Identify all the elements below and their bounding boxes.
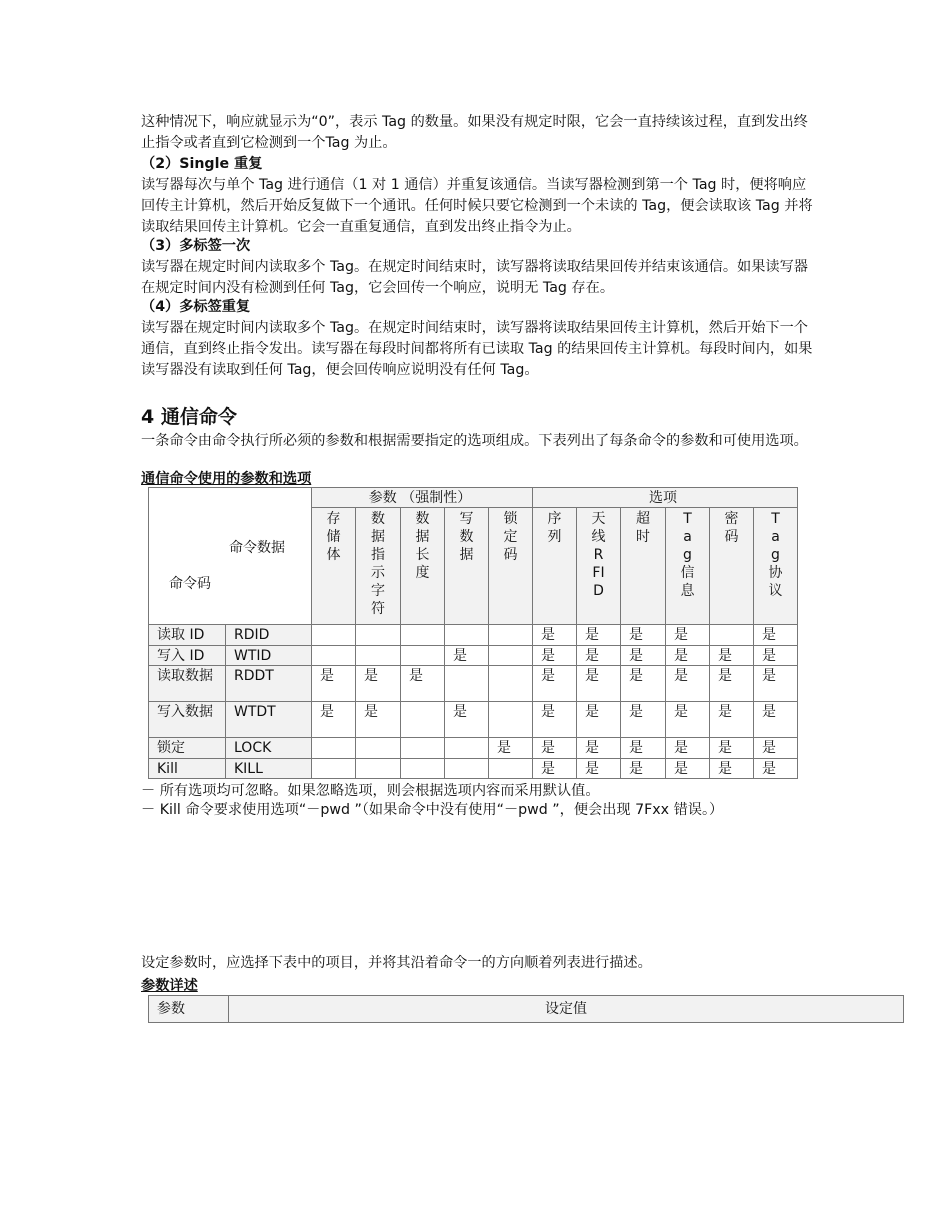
corner-label-command-data: 命令数据 — [229, 540, 285, 556]
table-cell: 是 — [577, 759, 621, 779]
column-header-label: 数据长度 — [415, 511, 430, 581]
table-cell — [312, 646, 356, 666]
table-cell: 是 — [445, 646, 489, 666]
column-header-label: 天线RFID — [591, 511, 606, 599]
table-cell: 是 — [710, 666, 754, 702]
table-cell: 是 — [533, 625, 577, 646]
table-cell — [312, 625, 356, 646]
paragraph-single-repeat: 读写器每次与单个 Tag 进行通信（1 对 1 通信）并重复该通信。当读写器检测到第一个 Tag 时，便将响应回传主计算机，然后开始反复做下一个通讯。任何时候只要它检测到一个未读的 Tag，便会读取该 Tag 并将读取结果回传主计算机。它会一直重复通信，直到发出终止指令为止。 — [141, 177, 813, 235]
table-cell: 是 — [666, 646, 710, 666]
table-cell — [401, 646, 445, 666]
table-cell: 是 — [754, 759, 798, 779]
command-name-cell: 读取数据 — [149, 666, 226, 702]
column-header-label: Tag信息 — [680, 511, 695, 599]
column-header-label: 锁定码 — [503, 511, 518, 563]
table-cell: 是 — [710, 646, 754, 666]
table-cell: 是 — [577, 646, 621, 666]
column-header-label: 数据指示字符 — [371, 511, 385, 617]
table-cell: 是 — [666, 759, 710, 779]
column-header — [356, 508, 401, 625]
column-header-label: 写数据 — [459, 511, 474, 563]
table-cell: 是 — [666, 625, 710, 646]
table-cell — [445, 759, 489, 779]
command-code-cell: KILL — [226, 759, 312, 779]
table-cell — [445, 738, 489, 759]
table-cell: 是 — [356, 666, 401, 702]
column-header — [666, 508, 710, 625]
table-cell: 是 — [621, 625, 666, 646]
params-caption: 参数详述 — [141, 978, 198, 994]
table-cell: 是 — [621, 646, 666, 666]
header-options: 选项 — [533, 488, 798, 508]
table-cell: 是 — [710, 702, 754, 738]
table-cell: 是 — [754, 666, 798, 702]
table-cell: 是 — [754, 702, 798, 738]
column-header-label: 存储体 — [326, 511, 341, 563]
table-cell: 是 — [666, 738, 710, 759]
table-cell — [445, 625, 489, 646]
table-cell — [356, 646, 401, 666]
table-cell: 是 — [754, 625, 798, 646]
table-cell — [401, 759, 445, 779]
corner-label-command-code: 命令码 — [169, 576, 211, 592]
note-options-optional: － 所有选项均可忽略。如果忽略选项，则会根据选项内容而采用默认值。 — [141, 783, 600, 799]
column-header-label: 序列 — [547, 511, 562, 545]
table-cell: 是 — [710, 759, 754, 779]
command-code-cell: LOCK — [226, 738, 312, 759]
table-cell: 是 — [356, 702, 401, 738]
table-row — [149, 738, 798, 759]
header-params: 参数 （强制性） — [312, 488, 533, 508]
column-header — [312, 508, 356, 625]
table-cell: 是 — [577, 738, 621, 759]
table-cell: 是 — [577, 625, 621, 646]
note-kill-pwd: － Kill 命令要求使用选项“－pwd ”（如果命令中没有使用“－pwd ”，便会出现 7Fxx 错误。） — [141, 802, 724, 818]
table-cell: 是 — [401, 666, 445, 702]
table-cell: 是 — [577, 666, 621, 702]
table-cell: 是 — [621, 702, 666, 738]
table-cell: 是 — [533, 702, 577, 738]
command-name-cell: 读取 ID — [149, 625, 226, 646]
column-header — [445, 508, 489, 625]
params-header-param: 参数 — [149, 996, 229, 1023]
table-cell — [710, 625, 754, 646]
table-cell — [489, 625, 533, 646]
table-cell: 是 — [621, 738, 666, 759]
command-code-cell: WTID — [226, 646, 312, 666]
paragraph-multi-once: 读写器在规定时间内读取多个 Tag。在规定时间结束时，读写器将读取结果回传并结束该通信。如果读写器在规定时间内没有检测到任何 Tag，它会回传一个响应，说明无 Tag 存在。 — [141, 259, 808, 296]
table-cell: 是 — [754, 738, 798, 759]
table-cell: 是 — [621, 666, 666, 702]
column-header — [577, 508, 621, 625]
command-name-cell: 写入 ID — [149, 646, 226, 666]
section-title: 4 通信命令 — [141, 406, 237, 428]
column-header — [754, 508, 798, 625]
column-header-label: 超时 — [636, 511, 650, 545]
table-cell: 是 — [666, 702, 710, 738]
params-table — [148, 995, 904, 1023]
table-cell — [401, 625, 445, 646]
table-cell — [401, 738, 445, 759]
table-cell — [356, 759, 401, 779]
table-cell — [356, 738, 401, 759]
params-intro: 设定参数时，应选择下表中的项目，并将其沿着命令一的方向顺着列表进行描述。 — [141, 955, 652, 971]
command-name-cell: Kill — [149, 759, 226, 779]
paragraph-multi-repeat: 读写器在规定时间内读取多个 Tag。在规定时间结束时，读写器将读取结果回传主计算机，然后开始下一个通信，直到终止指令发出。读写器在每段时间都将所有已读取 Tag 的结果回传主计算机。每段时间内，如果读写器没有读取到任何 Tag，便会回传响应说明没有任何 Tag。 — [141, 320, 813, 378]
command-name-cell: 锁定 — [149, 738, 226, 759]
table-cell — [489, 646, 533, 666]
table-cell: 是 — [666, 666, 710, 702]
table-cell — [312, 738, 356, 759]
column-header — [621, 508, 666, 625]
table-cell — [445, 666, 489, 702]
table-row — [149, 625, 798, 646]
table-row — [149, 702, 798, 738]
table-cell: 是 — [445, 702, 489, 738]
table-row — [149, 666, 798, 702]
table-cell — [489, 666, 533, 702]
command-table — [148, 487, 798, 779]
table-cell — [489, 702, 533, 738]
table-cell: 是 — [577, 702, 621, 738]
column-header-label: 密码 — [724, 511, 739, 545]
column-header — [710, 508, 754, 625]
table-cell: 是 — [754, 646, 798, 666]
table-cell — [401, 702, 445, 738]
corner-header-cell — [149, 488, 312, 625]
heading-multi-once: （3）多标签一次 — [141, 238, 251, 254]
table-cell: 是 — [489, 738, 533, 759]
command-code-cell: WTDT — [226, 702, 312, 738]
table-cell: 是 — [312, 702, 356, 738]
table-caption: 通信命令使用的参数和选项 — [141, 471, 312, 487]
table-row — [149, 759, 798, 779]
table-cell: 是 — [710, 738, 754, 759]
table-cell: 是 — [533, 666, 577, 702]
column-header — [401, 508, 445, 625]
heading-single-repeat: （2）Single 重复 — [141, 156, 263, 172]
column-header — [489, 508, 533, 625]
params-header-value: 设定值 — [229, 996, 904, 1023]
command-code-cell: RDID — [226, 625, 312, 646]
table-cell: 是 — [533, 646, 577, 666]
table-cell: 是 — [533, 738, 577, 759]
command-code-cell: RDDT — [226, 666, 312, 702]
paragraph-zero-response: 这种情况下，响应就显示为“0”，表示 Tag 的数量。如果没有规定时限，它会一直持续该过程，直到发出终止指令或者直到它检测到一个Tag 为止。 — [141, 114, 808, 151]
table-cell: 是 — [621, 759, 666, 779]
column-header — [533, 508, 577, 625]
table-cell — [312, 759, 356, 779]
column-header-label: Tag协议 — [768, 511, 783, 599]
section-intro: 一条命令由命令执行所必须的参数和根据需要指定的选项组成。下表列出了每条命令的参数和可使用选项。 — [141, 433, 808, 449]
command-name-cell: 写入数据 — [149, 702, 226, 738]
table-cell — [356, 625, 401, 646]
table-cell — [489, 759, 533, 779]
table-row — [149, 646, 798, 666]
table-cell: 是 — [312, 666, 356, 702]
table-cell: 是 — [533, 759, 577, 779]
heading-multi-repeat: （4）多标签重复 — [141, 299, 251, 315]
